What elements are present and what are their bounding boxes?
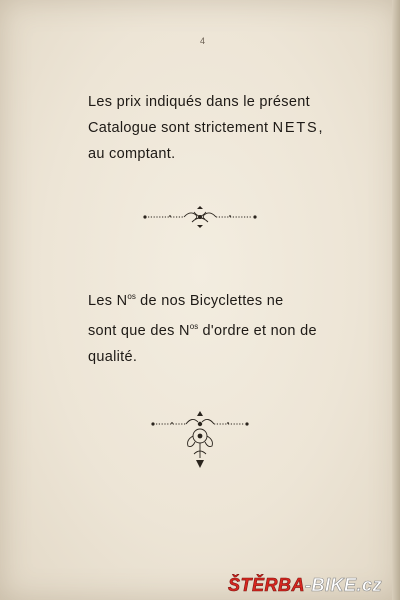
- scroll-ornament-icon: [140, 206, 260, 228]
- numbering-notice-line-3: qualité.: [88, 349, 138, 365]
- price-notice-line-2: [88, 115, 368, 141]
- numbering-notice-line-1-a: Les N: [88, 293, 128, 309]
- page-edge: [392, 0, 400, 600]
- numbering-notice-line-2-a: sont que des N: [88, 323, 190, 339]
- price-notice-line-2-text: Catalogue sont strictement: [88, 120, 273, 136]
- price-notice-line-3: au comptant.: [88, 146, 176, 162]
- corner-mark: 4: [200, 36, 206, 46]
- numbering-notice-line-2: [88, 314, 368, 344]
- watermark-brand: ŠTĚRBA: [227, 575, 305, 595]
- numbering-notice-line-2-b: d'ordre et non de: [198, 323, 317, 339]
- numbering-notice-sup-2: os: [189, 322, 199, 331]
- fleuron-ornament-icon: [150, 410, 250, 470]
- site-watermark: [228, 575, 382, 596]
- numbering-notice-line-1-b: de nos Bicyclettes ne: [135, 293, 284, 309]
- watermark-domain: -BIKE.cz: [304, 575, 382, 595]
- numbering-notice-line-1: [88, 284, 368, 314]
- price-notice-paragraph: [88, 89, 368, 167]
- numbering-notice-paragraph: [88, 284, 368, 370]
- nets-word: NETS,: [272, 120, 325, 136]
- price-notice-line-1: Les prix indiqués dans le présent: [88, 94, 310, 110]
- numbering-notice-sup-1: os: [127, 292, 136, 301]
